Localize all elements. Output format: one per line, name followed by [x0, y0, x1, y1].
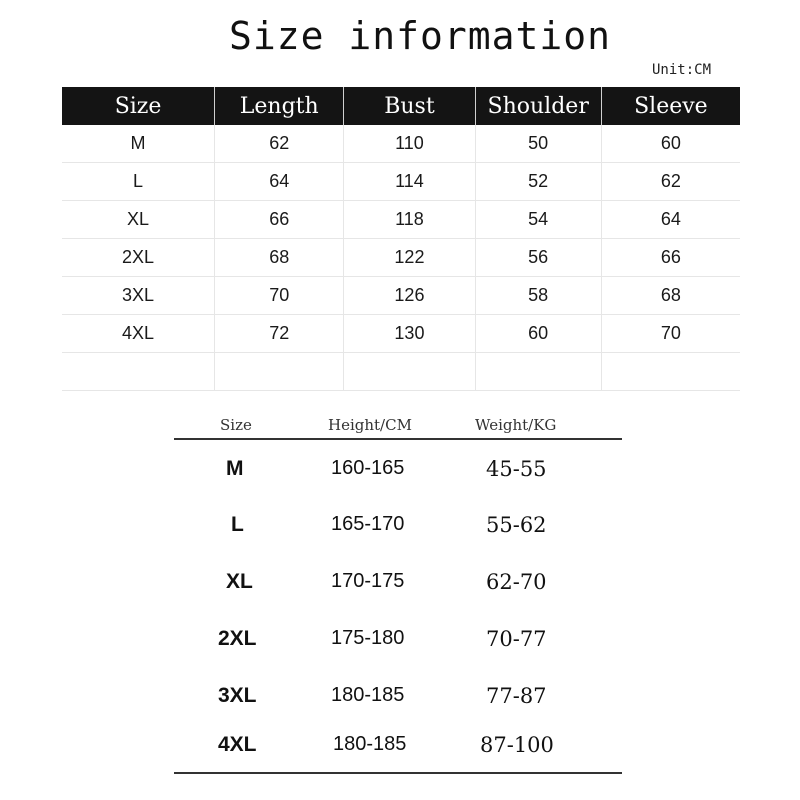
list-item	[174, 676, 622, 716]
fit-weight: 45-55	[486, 457, 547, 481]
fit-height: 175-180	[331, 627, 405, 649]
cell-sleeve: 70	[601, 315, 740, 352]
cell-bust: 126	[343, 277, 474, 314]
header-bust: Bust	[343, 87, 474, 125]
cell-size	[62, 353, 214, 390]
cell-shoulder: 54	[475, 201, 601, 238]
fit-weight: 87-100	[480, 733, 554, 757]
table-row	[62, 315, 740, 353]
cell-sleeve: 66	[601, 239, 740, 276]
table-row	[62, 277, 740, 315]
cell-bust: 110	[343, 125, 474, 162]
list-item	[174, 725, 622, 765]
measurement-table	[62, 87, 740, 391]
list-item	[174, 449, 622, 489]
fit-weight: 62-70	[486, 570, 547, 594]
fit-size: XL	[226, 570, 253, 593]
cell-size: 3XL	[122, 285, 155, 305]
fit-weight: 70-77	[486, 627, 547, 651]
fit-header-size: Size	[220, 416, 252, 434]
header-size: Size	[114, 93, 162, 119]
cell-length: 62	[214, 125, 343, 162]
fit-height: 170-175	[331, 570, 405, 592]
cell-length: 64	[214, 163, 343, 200]
cell-shoulder: 56	[475, 239, 601, 276]
measurement-header-row	[62, 87, 740, 125]
cell-length	[214, 353, 343, 390]
cell-shoulder	[475, 353, 601, 390]
fit-height: 180-185	[333, 733, 407, 755]
cell-sleeve: 68	[601, 277, 740, 314]
fit-guide-table	[174, 412, 622, 757]
cell-sleeve: 64	[601, 201, 740, 238]
table-row	[62, 163, 740, 201]
cell-sleeve	[601, 353, 740, 390]
measurement-body	[62, 125, 740, 391]
cell-shoulder: 50	[475, 125, 601, 162]
list-item	[174, 619, 622, 659]
cell-size: M	[130, 133, 146, 153]
fit-header-weight: Weight/KG	[475, 416, 557, 434]
header-shoulder: Shoulder	[475, 87, 601, 125]
cell-shoulder: 58	[475, 277, 601, 314]
unit-label: Unit:CM	[652, 62, 712, 78]
cell-length: 72	[214, 315, 343, 352]
table-row	[62, 201, 740, 239]
cell-length: 70	[214, 277, 343, 314]
cell-shoulder: 52	[475, 163, 601, 200]
table-row	[62, 125, 740, 163]
cell-bust: 130	[343, 315, 474, 352]
fit-weight: 55-62	[486, 513, 547, 537]
cell-size: L	[133, 171, 144, 191]
fit-size: 3XL	[218, 684, 257, 707]
fit-guide-bottom-rule	[174, 772, 622, 774]
cell-bust: 114	[343, 163, 474, 200]
page-title: Size information	[228, 14, 612, 58]
fit-header-height: Height/CM	[328, 416, 412, 434]
fit-height: 180-185	[331, 684, 405, 706]
cell-shoulder: 60	[475, 315, 601, 352]
cell-bust: 122	[343, 239, 474, 276]
table-row	[62, 239, 740, 277]
fit-height: 165-170	[331, 513, 405, 535]
fit-size: 4XL	[218, 733, 257, 756]
fit-weight: 77-87	[486, 684, 547, 708]
cell-length: 68	[214, 239, 343, 276]
cell-sleeve: 62	[601, 163, 740, 200]
table-row	[62, 353, 740, 391]
header-sleeve: Sleeve	[601, 87, 740, 125]
cell-length: 66	[214, 201, 343, 238]
cell-sleeve: 60	[601, 125, 740, 162]
cell-size: 4XL	[122, 323, 155, 343]
fit-size: M	[226, 457, 244, 480]
cell-bust	[343, 353, 474, 390]
cell-size: 2XL	[122, 247, 155, 267]
cell-size: XL	[127, 209, 150, 229]
list-item	[174, 562, 622, 602]
cell-bust: 118	[343, 201, 474, 238]
fit-guide-header-row	[174, 412, 622, 440]
fit-size: 2XL	[218, 627, 257, 650]
list-item	[174, 505, 622, 545]
fit-size: L	[231, 513, 244, 536]
header-length: Length	[214, 87, 343, 125]
fit-height: 160-165	[331, 457, 405, 479]
